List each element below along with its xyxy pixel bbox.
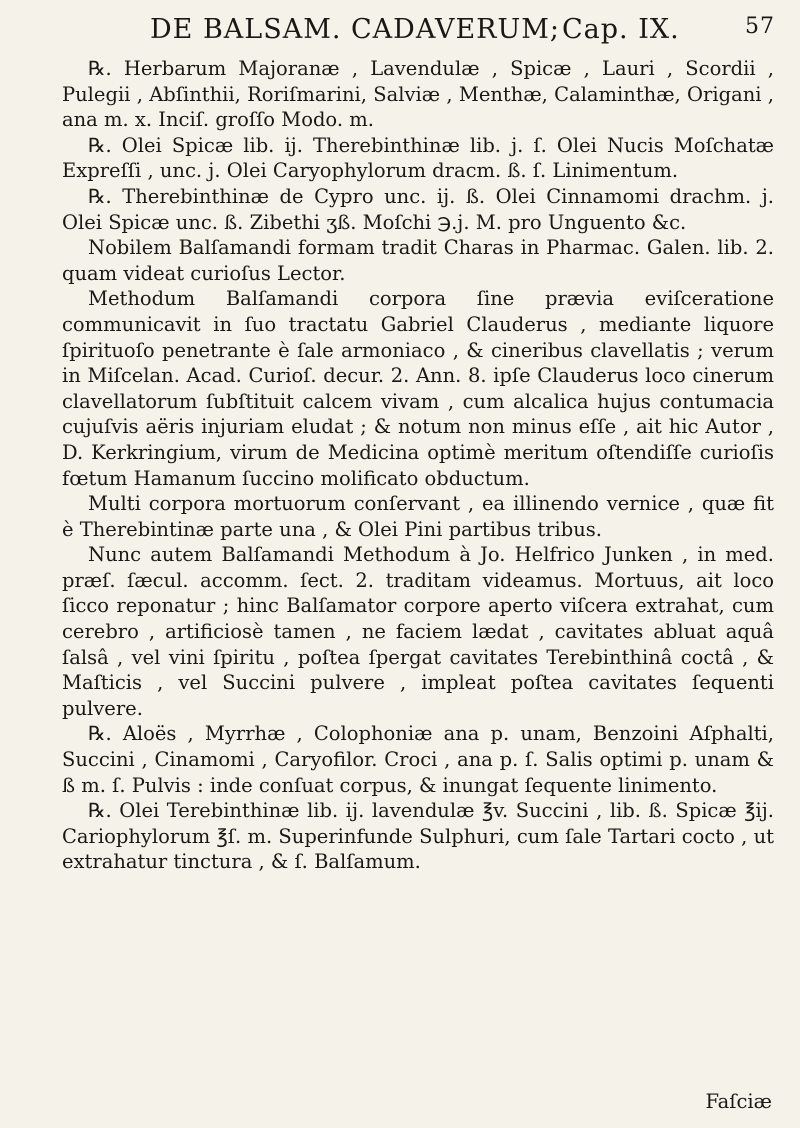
paragraph-vernice: Multi corpora mortuorum conſervant , ea illinendo vernice , quæ fit è Therebintinæ parte una , & Olei Pini partibus tribus. [62,492,774,541]
running-header [150,10,775,58]
running-title: DE BALSAM. CADAVERUM; [150,14,561,45]
recipe-balsamum: ℞. Olei Terebinthinæ lib. ij. lavendulæ ℥v. Succini , lib. ß. Spicæ ℥ij. Cariophylorum ℥ſ. m. Superinfunde Sulphuri, cum ſale Tartari cocto , ut extrahatur tinctura , & ſ. Balſamum. [62,799,774,874]
page-body [62,56,774,875]
recipe-herbs: ℞. Herbarum Majoranæ , Lavendulæ , Spicæ , Lauri , Scordii , Pulegii , Abſinthii, Roriſmarini, Salviæ , Menthæ, Calaminthæ, Origani , ana m. x. Inciſ. groſſo Modo. m. [62,57,774,132]
recipe-liniment: ℞. Olei Spicæ lib. ij. Therebinthinæ lib. j. ſ. Olei Nucis Moſchatæ Expreſſi , unc. j. Olei Caryophylorum dracm. ß. ſ. Linimentum. [62,133,774,183]
recipe-unguent: ℞. Therebinthinæ de Cypro unc. ij. ß. Olei Cinnamomi drachm. j. Olei Spicæ unc. ß. Zibethi ʒß. Moſchi ℈.j. M. pro Unguento &c. [62,184,774,234]
paragraph-charas: Nobilem Balſamandi formam tradit Charas in Pharmac. Galen. lib. 2. quam videat curioſus Lector. [62,236,774,285]
page-number: 57 [745,14,775,39]
chapter-label: Cap. IX. [562,14,680,45]
catchword: Faſciæ [705,1090,772,1113]
paragraph-clauderus: Methodum Balſamandi corpora ſine prævia eviſceratione communicavit in ſuo tractatu Gabriel Clauderus , mediante liquore ſpirituoſo penetrante è ſale armoniaco , & cineribus clavellatis ; verum in Miſcelan. Acad. Curioſ. decur. 2. Ann. 8. ipſe Clauderus loco cinerum clavellatorum ſubſtituit calcem vivam , cum alcalica hujus contumacia cujuſvis aëris injuriam eludat ; & notum non minus eſſe , ait hic Autor , D. Kerkringium, virum de Medicina optimè meritum oſtendiſſe curioſis fœtum Hamanum ſuccino molificato obductum. [62,287,774,490]
paragraph-junken: Nunc autem Balſamandi Methodum à Jo. Helfrico Junken , in med. præſ. ſæcul. accomm. ſect. 2. traditam videamus. Mortuus, ait loco ſicco reponatur ; hinc Balſamator corpore aperto viſcera extrahat, cum cerebro , artificiosè tamen , ne faciem lædat , cavitates abluat aquâ ſalsâ , vel vini ſpiritu , poſtea ſpergat cavitates Terebinthinâ coctâ , & Maſticis , vel Succini pulvere , impleat poſtea cavitates ſequenti pulvere. [62,543,774,720]
recipe-pulvis: ℞. Aloës , Myrrhæ , Colophoniæ ana p. unam, Benzoini Aſphalti, Succini , Cinamomi , Caryofilor. Croci , ana p. ſ. Salis optimi p. unam & ß m. ſ. Pulvis : inde conſuat corpus, & inungat ſequente linimento. [62,722,774,797]
